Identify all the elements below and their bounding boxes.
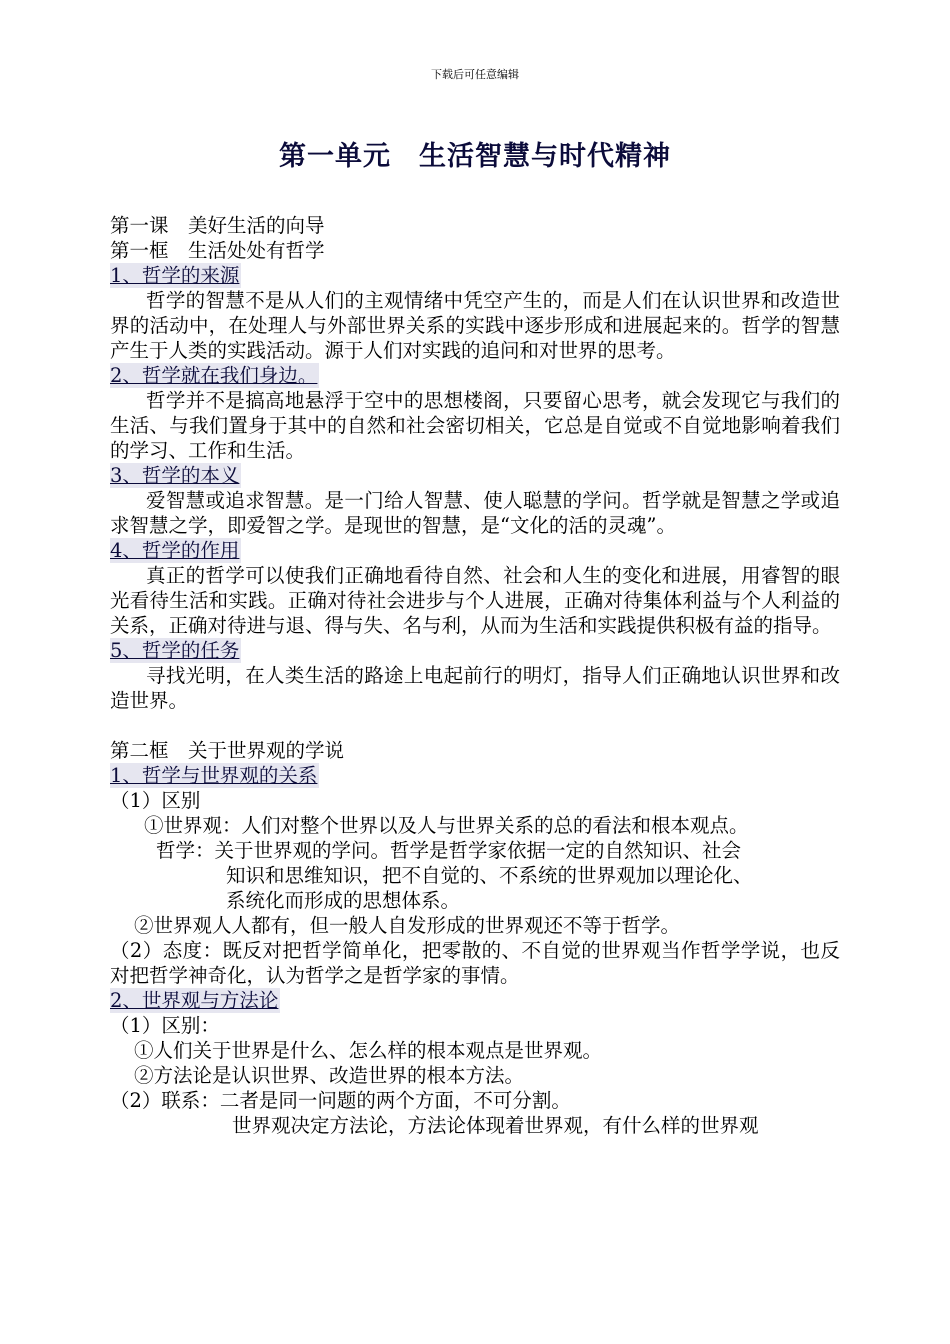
section-heading: 1、哲学的来源 [110, 264, 240, 287]
section-heading: 1、哲学与世界观的关系 [110, 764, 318, 787]
list-item: ②方法论是认识世界、改造世界的根本方法。 [134, 1064, 525, 1087]
list-item-continuation: 知识和思维知识，把不自觉的、不系统的世界观加以理论化、 [226, 864, 753, 887]
section-paragraph: 寻找光明，在人类生活的路途上电起前行的明灯，指导人们正确地认识世界和改造世界。 [110, 664, 840, 712]
subsection-label: （2）联系：二者是同一问题的两个方面，不可分割。 [110, 1089, 571, 1112]
list-item: 哲学：关于世界观的学问。哲学是哲学家依据一定的自然知识、社会 [156, 839, 742, 862]
subsection-label: （1）区别 [110, 789, 201, 812]
section-heading: 5、哲学的任务 [110, 639, 240, 662]
document-title: 第一单元 生活智慧与时代精神 [279, 141, 671, 172]
section-heading: 3、哲学的本义 [110, 464, 240, 487]
frame-title: 第一框 生活处处有哲学 [110, 239, 325, 262]
list-item: ①世界观：人们对整个世界以及人与世界关系的总的看法和根本观点。 [144, 814, 749, 837]
section-paragraph: 哲学的智慧不是从人们的主观情绪中凭空产生的，而是人们在认识世界和改造世界的活动中，在处理人与外部世界关系的实践中逐步形成和进展起来的。哲学的智慧产生于人类的实践活动。源于人们对实践的追问和对世界的思考。 [110, 289, 840, 362]
section-heading: 2、哲学就在我们身边。 [110, 364, 318, 387]
section-paragraph: 真正的哲学可以使我们正确地看待自然、社会和人生的变化和进展，用睿智的眼光看待生活和实践。正确对待社会进步与个人进展，正确对待集体利益与个人利益的关系，正确对待进与退、得与失、名与利，从而为生活和实践提供积极有益的指导。 [110, 564, 840, 637]
spacer [110, 713, 840, 738]
list-item: ②世界观人人都有，但一般人自发形成的世界观还不等于哲学。 [134, 914, 681, 937]
header-note: 下载后可任意编辑 [431, 68, 519, 81]
section-heading: 4、哲学的作用 [110, 539, 240, 562]
subsection-label: （1）区别： [110, 1014, 220, 1037]
list-item-continuation: 世界观决定方法论，方法论体现着世界观，有什么样的世界观 [232, 1114, 759, 1137]
lesson-title: 第一课 美好生活的向导 [110, 214, 325, 237]
subsection-paragraph: （2）态度：既反对把哲学简单化，把零散的、不自觉的世界观当作哲学学说，也反对把哲学神奇化，认为哲学之是哲学家的事情。 [110, 939, 840, 987]
list-item: ①人们关于世界是什么、怎么样的根本观点是世界观。 [134, 1039, 603, 1062]
section-paragraph: 哲学并不是搞高地悬浮于空中的思想楼阁，只要留心思考，就会发现它与我们的生活、与我们置身于其中的自然和社会密切相关，它总是自觉或不自觉地影响着我们的学习、工作和生活。 [110, 389, 840, 462]
document-body [110, 213, 840, 1138]
section-heading: 2、世界观与方法论 [110, 989, 279, 1012]
frame-title: 第二框 关于世界观的学说 [110, 739, 345, 762]
section-paragraph: 爱智慧或追求智慧。是一门给人智慧、使人聪慧的学问。哲学就是智慧之学或追求智慧之学，即爱智之学。是现世的智慧，是“文化的活的灵魂”。 [110, 489, 840, 537]
list-item-continuation: 系统化而形成的思想体系。 [226, 889, 461, 912]
